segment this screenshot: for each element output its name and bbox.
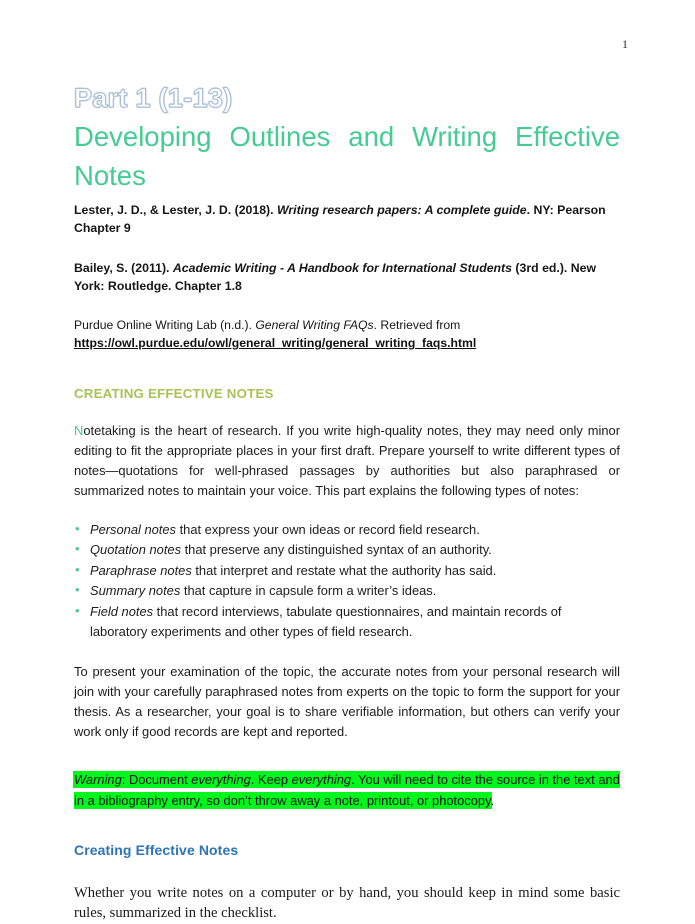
note-type-term: Field notes [90, 603, 154, 619]
warning-seg2: . Keep [250, 772, 292, 788]
page-title-text: Developing Outlines and Writing Effective Notes [74, 120, 620, 191]
reference-purdue-mid: . Retrieved from [373, 318, 461, 333]
reference-bailey-pre: Bailey, S. (2011). [74, 261, 173, 276]
note-type-description: that record interviews, tabulate questionnaires, and maintain records of laboratory experiments and other types of field research. [90, 603, 562, 640]
note-type-description: that capture in capsule form a writer’s ideas. [180, 583, 437, 599]
reference-lester-post: . NY: Pearson Chapter 9 [74, 202, 606, 236]
page-title [74, 117, 620, 195]
list-item [74, 540, 620, 560]
reference-lester-title: Writing research papers: A complete guide [277, 202, 527, 217]
page-number: 1 [622, 37, 628, 51]
warning-highlight [74, 772, 620, 807]
note-type-term: Paraphrase notes [90, 562, 192, 578]
warning-em1: everything [191, 772, 251, 788]
list-item [74, 602, 620, 643]
note-types-list [74, 520, 620, 642]
note-type-term: Summary notes [90, 583, 181, 599]
reference-bailey-post: (3rd ed.). New York: Routledge. Chapter 1.8 [74, 261, 597, 294]
warning-em2: everything [291, 772, 352, 788]
note-type-description: that preserve any distinguished syntax of an authority. [181, 542, 492, 558]
reference-lester-pre: Lester, J. D., & Lester, J. D. (2018). [74, 202, 277, 217]
part-label-heading: Part 1 (1-13) [74, 83, 233, 113]
warning-seg3: . You will need to cite the source in the text and in a bibliography entry, so don’t throw away a note, printout, or photocopy [74, 772, 620, 808]
intro-dropcap: N [74, 423, 84, 439]
reference-bailey-title: Academic Writing - A Handbook for International Students [172, 261, 512, 276]
note-type-description: that interpret and restate what the authority has said. [191, 562, 497, 578]
reference-bailey [74, 259, 620, 295]
warning-seg1: : Document [121, 772, 192, 788]
reference-purdue [74, 317, 620, 353]
list-item [74, 581, 620, 601]
note-type-term: Quotation notes [90, 542, 182, 558]
body-paragraph: To present your examination of the topic, the accurate notes from your personal research will join with your carefully paraphrased notes from experts on the topic to form the support for your thesis. As a researcher, your goal is to share verifiable information, but others can verify your work only if good records are kept and reported. [74, 664, 620, 740]
warning-callout [74, 770, 620, 811]
warning-label: Warning [74, 772, 122, 788]
intro-paragraph-text: otetaking is the heart of research. If you write high-quality notes, they may need only minor editing to fit the appropriate places in your first draft. Prepare yourself to write different types of notes—quotations for well-phrased passages by authorities but also paraphrased or summarized notes to maintain your voice. This part explains the following types of notes: [74, 423, 620, 499]
list-item [74, 561, 620, 581]
document-content [74, 83, 620, 924]
section-heading-creating-effective-notes: Creating Effective Notes [74, 842, 239, 859]
warning-trailing-period: . [490, 792, 495, 808]
closing-paragraph: Whether you write notes on a computer or by hand, you should keep in mind some basic rules, summarized in the checklist. [74, 885, 620, 922]
reference-purdue-title: General Writing FAQs [255, 318, 374, 333]
note-type-description: that express your own ideas or record field research. [176, 522, 480, 538]
intro-paragraph [74, 421, 620, 501]
reference-lester [74, 201, 620, 237]
purdue-owl-link[interactable]: https://owl.purdue.edu/owl/general_writing/general_writing_faqs.html [74, 336, 477, 351]
list-item [74, 520, 620, 540]
reference-purdue-pre: Purdue Online Writing Lab (n.d.). [74, 318, 256, 333]
section-heading-creating-effective-notes-caps: CREATING EFFECTIVE NOTES [74, 386, 274, 402]
note-type-term: Personal notes [90, 522, 176, 538]
